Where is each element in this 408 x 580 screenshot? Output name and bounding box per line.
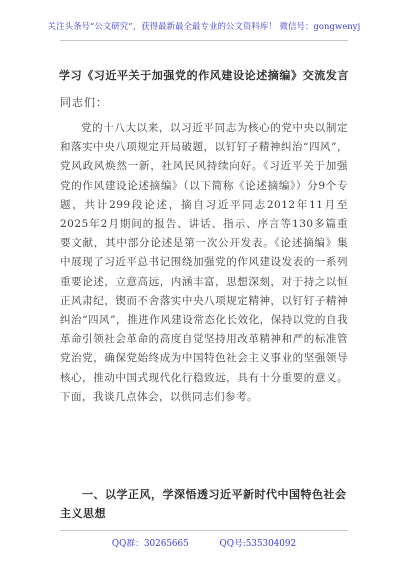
salutation: 同志们： xyxy=(60,96,108,109)
footer-contact xyxy=(0,536,408,549)
section-heading: 一、以学正风，学深悟透习近平新时代中国特色社会主义思想 xyxy=(60,488,347,520)
footer-divider xyxy=(60,530,348,531)
body-paragraph: 党的十八大以来，以习近平同志为核心的党中央以制定和落实中央八项规定开局破题，以钉钉子精神纠治“四风”，党风政风焕然一新，社风民风持续向好。《习近平关于加强党的作风建设论述摘编》（以下简称《论述摘编》）分9个专题，共计299段论述，摘自习近平同志2012年11月至2025年2月期间的报告、讲话、指示、序言等130多篇重要文献，其中部分论述是第一次公开发表。《论述摘编》集中展现了习近平总书记围绕加强党的作风建设发表的一系列重要论述，立意高远，内涵丰富，思想深刻，对于持之以恒正风肃纪，锲而不舍落实中央八项规定精神，以钉钉子精神纠治“四风”，推进作风建设常态化长效化，保持以党的自我革命引领社会革命的高度自觉坚持用改革精神和严的标准管党治党，确保党始终成为中国特色社会主义事业的坚强领导核心，推动中国式现代化行稳致远，具有十分重要的意义。下面，我谈几点体会，以供同志们参考。 xyxy=(60,122,348,403)
header-banner[interactable]: 关注头条号“公文研究”，获得最新最全最专业的公文资料库！ 微信号：gongwenyj xyxy=(47,21,361,31)
document-title: 学习《习近平关于加强党的作风建设论述摘编》交流发言 xyxy=(59,69,349,82)
qq-number: QQ号:535304092 xyxy=(219,539,297,549)
header-divider xyxy=(60,40,348,41)
qq-group-number: QQ群：30265665 xyxy=(111,539,189,549)
